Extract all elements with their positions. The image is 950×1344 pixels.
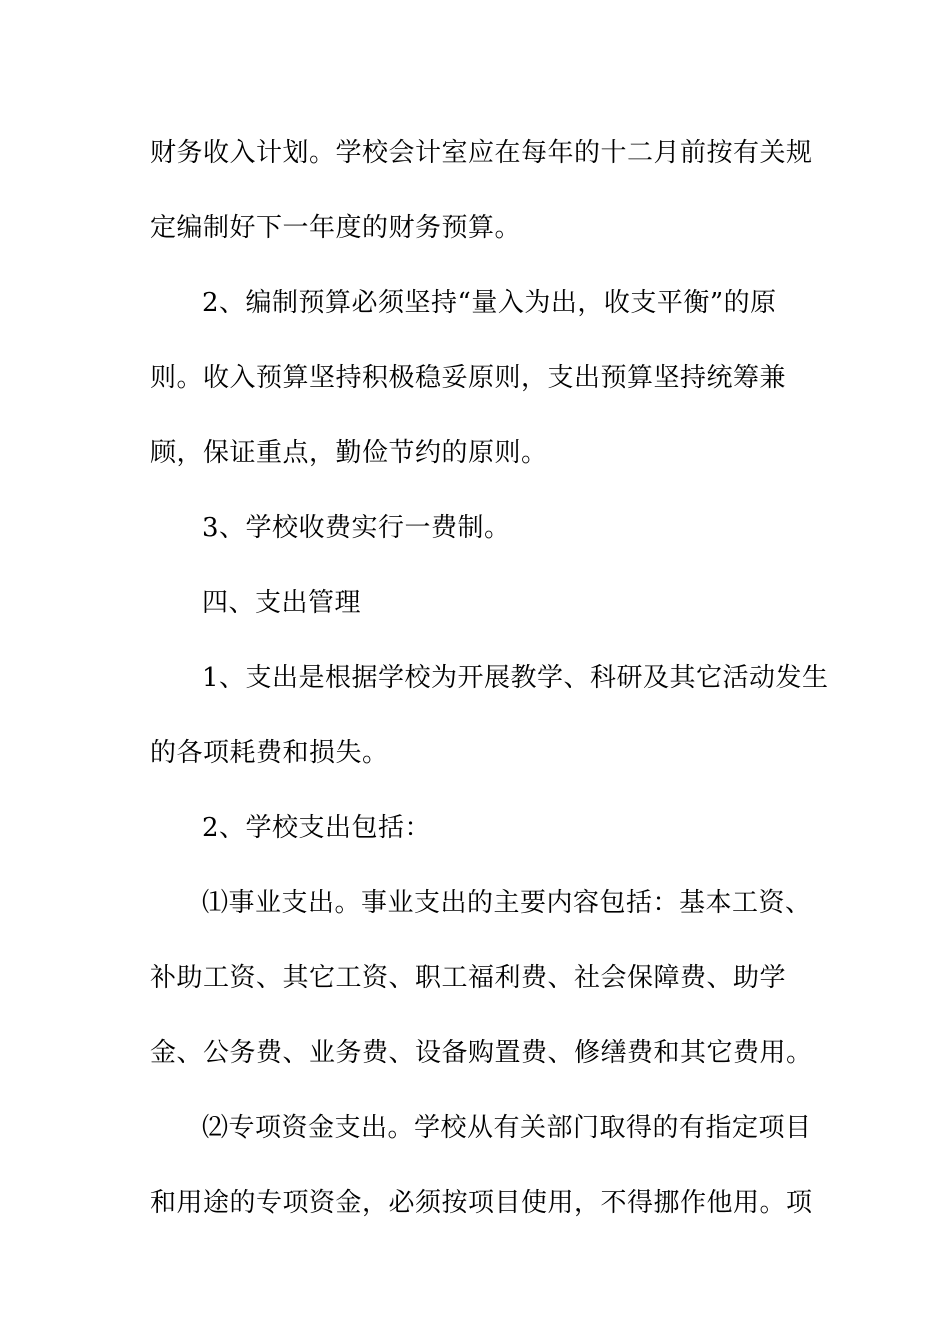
text-line: 金、公务费、业务费、设备购置费、修缮费和其它费用。 [150, 1038, 813, 1068]
paragraph-start-line: 1、支出是根据学校为开展教学、科研及其它活动发生 [202, 663, 829, 693]
section-heading: 四、支出管理 [202, 588, 362, 618]
paragraph-start-line: 2、学校支出包括： [202, 813, 432, 843]
text-line: 则。收入预算坚持积极稳妥原则，支出预算坚持统筹兼 [150, 363, 787, 393]
text-line: 财务收入计划。学校会计室应在每年的十二月前按有关规 [150, 138, 813, 168]
paragraph-start-line: 3、学校收费实行一费制。 [202, 513, 511, 543]
text-line: 顾，保证重点，勤俭节约的原则。 [150, 438, 548, 468]
paragraph-start-line: ⑴事业支出。事业支出的主要内容包括：基本工资、 [202, 888, 812, 918]
paragraph-start-line: 2、编制预算必须坚持“量入为出，收支平衡”的原 [202, 288, 777, 318]
text-line: 和用途的专项资金，必须按项目使用，不得挪作他用。项 [150, 1188, 813, 1218]
paragraph-start-line: ⑵专项资金支出。学校从有关部门取得的有指定项目 [202, 1113, 812, 1143]
text-line: 定编制好下一年度的财务预算。 [150, 213, 522, 243]
text-line: 补助工资、其它工资、职工福利费、社会保障费、助学 [150, 963, 787, 993]
text-line: 的各项耗费和损失。 [150, 738, 389, 768]
